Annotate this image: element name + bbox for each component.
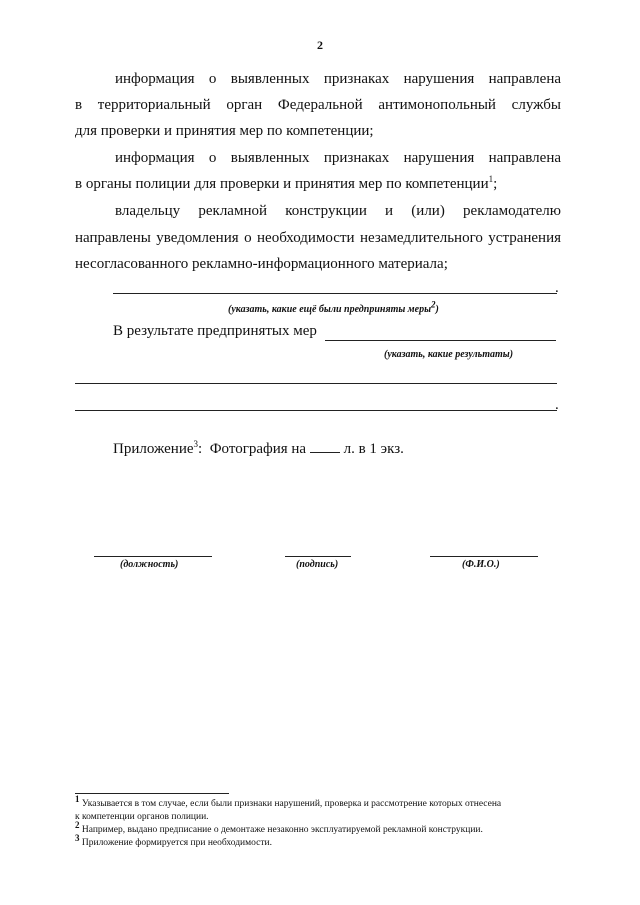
result-line-dot: .: [555, 397, 559, 413]
paragraph-3-line-1: владельцу рекламной конструкции и (или) рекламодателю: [115, 203, 561, 219]
result-blank-line-3: [75, 410, 557, 411]
paragraph-1-line-2: в территориальный орган Федеральной антимонопольный службы: [75, 97, 561, 113]
name-blank-line: [430, 556, 538, 557]
footnote-3-number: 3: [75, 832, 80, 843]
footnote-1-number: 1: [75, 793, 80, 804]
paragraph-2-line-2-text: в органы полиции для проверки и принятия мер по компетенции: [75, 176, 489, 192]
footnote-ref-1: 1: [488, 174, 494, 184]
paragraph-1-line-1: информация о выявленных признаках нарушения направлена: [115, 71, 561, 87]
footnote-ref-3: 3: [193, 439, 199, 449]
footnote-ref-2: 2: [431, 299, 436, 310]
result-blank-line-2: [75, 383, 557, 384]
footnote-3: [75, 832, 563, 849]
paragraph-1-line-3: для проверки и принятия мер по компетенции;: [75, 123, 374, 139]
other-measures-line-dot: .: [555, 280, 559, 296]
other-measures-blank-line: [113, 293, 557, 294]
attachment-text-before: Фотография на: [209, 441, 307, 457]
attachment-colon: :: [198, 441, 203, 457]
other-measures-caption-end: ): [435, 304, 439, 315]
signature-blank-line: [285, 556, 351, 557]
footnote-1-continued: к компетенции органов полиции.: [75, 812, 209, 822]
result-caption: (указать, какие результаты): [384, 349, 514, 360]
result-label: В результате предпринятых мер: [113, 323, 317, 339]
position-blank-line: [94, 556, 212, 557]
signature-caption: (подпись): [296, 559, 339, 570]
footnote-2-text: Например, выдано предписание о демонтаже незаконно эксплуатируемой рекламной конструкции.: [81, 825, 483, 835]
result-blank-line: [325, 340, 556, 341]
footnote-3-text: Приложение формируется при необходимости.: [81, 838, 272, 848]
paragraph-3-line-2: направлены уведомления о необходимости незамедлительного устранения: [75, 230, 561, 246]
position-caption: (должность): [120, 559, 179, 570]
attachment-pages-blank: [310, 442, 340, 453]
attachment-line: [113, 441, 404, 458]
footnote-1-text: Указывается в том случае, если были признаки нарушений, проверка и рассмотрение которых отнесена: [81, 799, 502, 809]
other-measures-caption: [228, 299, 439, 315]
paragraph-2-line-2-end: ;: [493, 176, 498, 192]
other-measures-caption-text: (указать, какие ещё были предприняты меры: [228, 304, 432, 315]
name-caption: (Ф.И.О.): [462, 559, 500, 570]
paragraph-3-line-3: несогласованного рекламно-информационного материала;: [75, 256, 448, 272]
footnote-1: [75, 793, 563, 810]
attachment-label: Приложение: [113, 441, 194, 457]
footnote-2-number: 2: [75, 819, 80, 830]
page-number: 2: [317, 38, 323, 52]
footnote-2: [75, 819, 563, 836]
paragraph-2-line-2: [75, 171, 561, 197]
footnote-separator: [75, 793, 229, 794]
attachment-text-after: л. в 1 экз.: [343, 441, 404, 457]
paragraph-2-line-1: информация о выявленных признаках нарушения направлена: [115, 150, 561, 166]
